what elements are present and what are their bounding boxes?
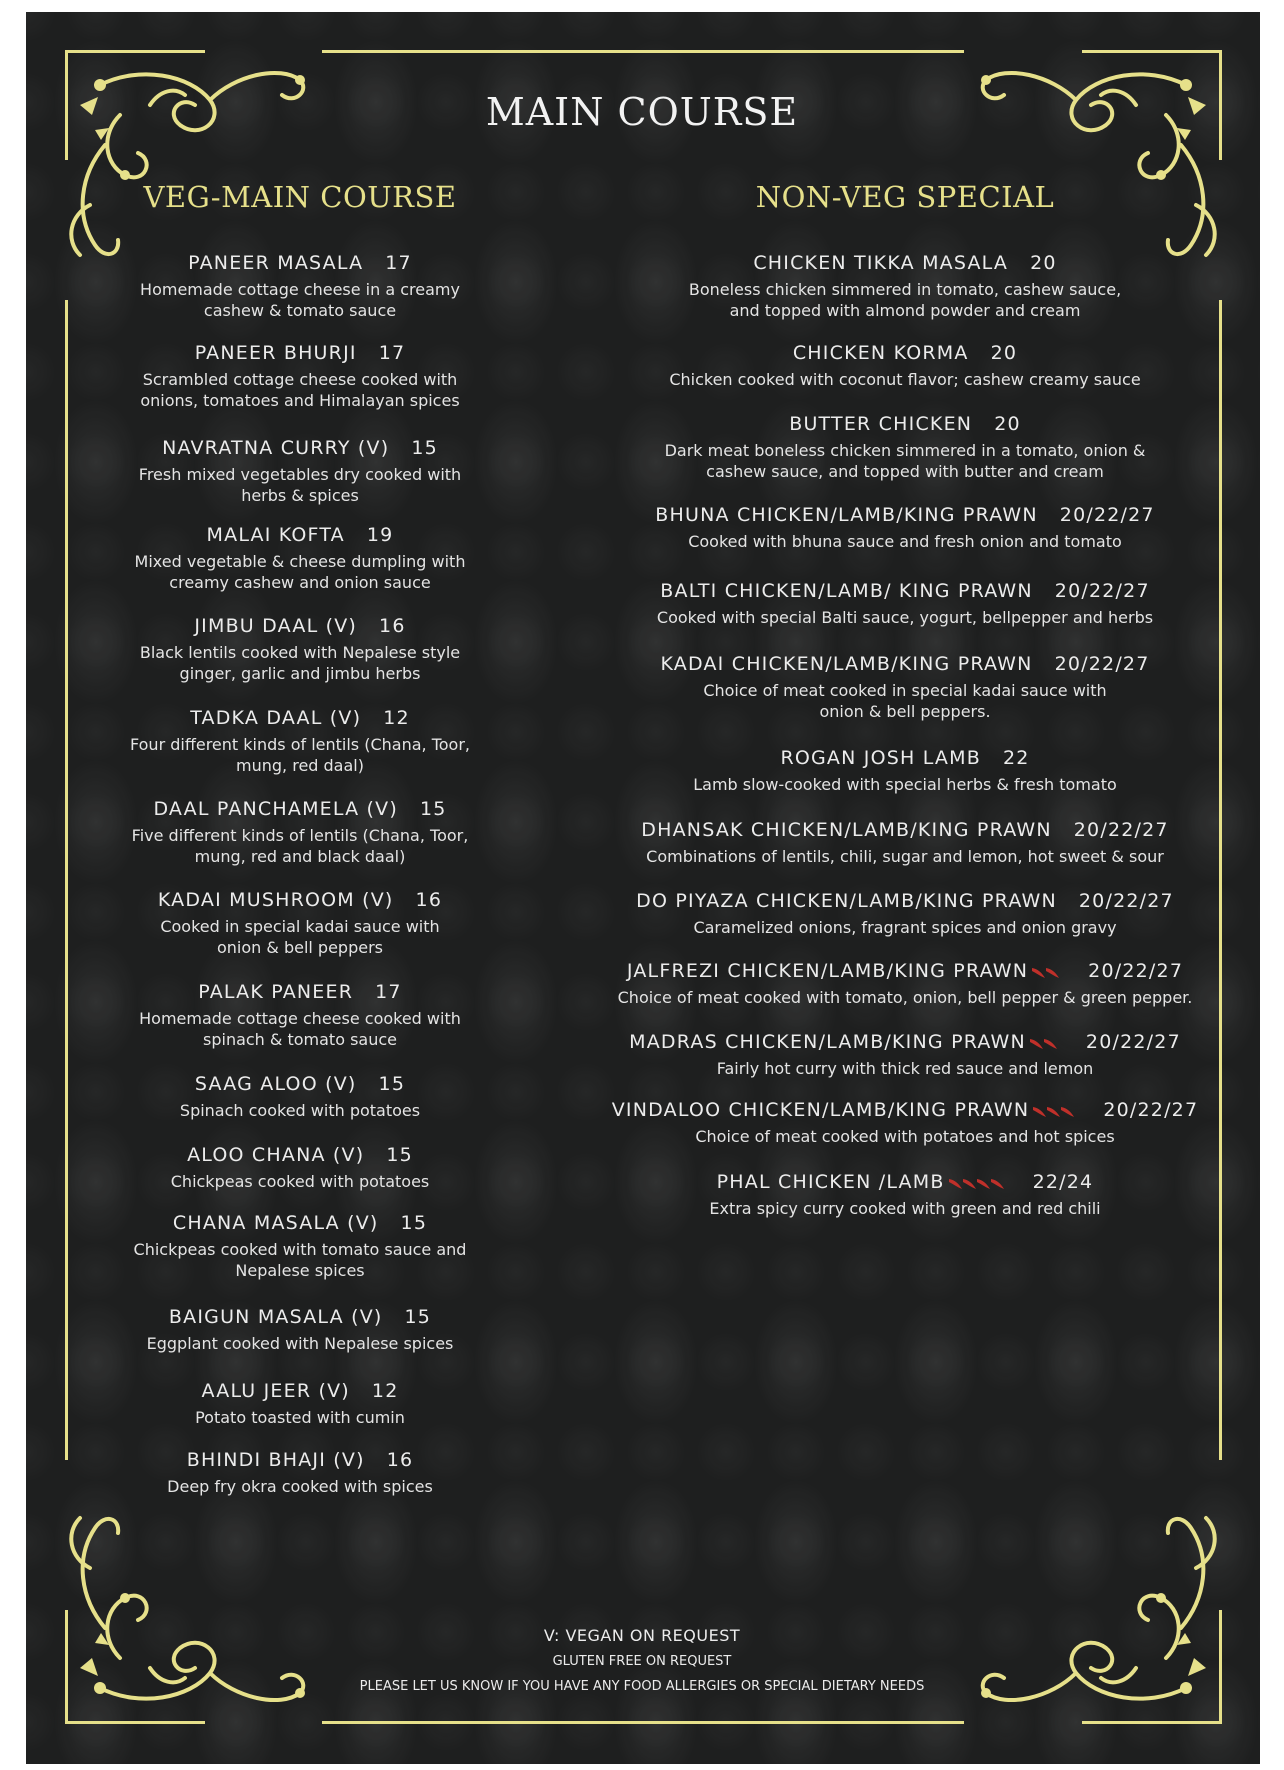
menu-item-name-line <box>590 580 1220 602</box>
menu-item-name: CHICKEN KORMA <box>792 342 969 364</box>
veg-menu-item <box>80 798 520 867</box>
menu-item-description <box>80 464 520 506</box>
menu-item-description-line: Chickpeas cooked with potatoes <box>170 1172 430 1191</box>
menu-item-price: 15 <box>400 1212 428 1234</box>
menu-item-description-line: ginger, garlic and jimbu herbs <box>179 664 421 683</box>
menu-item-description-line: Deep fry okra cooked with spices <box>167 1477 433 1496</box>
menu-item-name-line <box>80 1306 520 1328</box>
menu-item-description <box>590 680 1220 722</box>
menu-item-name: BHINDI BHAJI (V) <box>186 1449 365 1471</box>
frame-left-line <box>65 300 68 1460</box>
menu-item-name: MADRAS CHICKEN/LAMB/KING PRAWN <box>629 1031 1026 1053</box>
menu-item-description <box>80 734 520 776</box>
menu-item-description <box>80 279 520 321</box>
chili-icon <box>1028 1036 1064 1050</box>
menu-item-name-line <box>590 504 1220 526</box>
menu-item-description-line: Cooked in special kadai sauce with <box>160 917 440 936</box>
menu-item-name: BHUNA CHICKEN/LAMB/KING PRAWN <box>655 504 1038 526</box>
menu-item-price: 17 <box>385 252 412 274</box>
menu-item-description-line: Choice of meat cooked with tomato, onion, bell pepper & green pepper. <box>617 988 1193 1007</box>
chili-icon <box>1030 965 1066 979</box>
menu-item-description-line: Fresh mixed vegetables dry cooked with <box>138 465 462 484</box>
menu-item-description <box>80 916 520 958</box>
menu-item-description <box>80 825 520 867</box>
veg-menu-item <box>80 889 520 958</box>
chili-icon <box>947 1176 1011 1190</box>
menu-item-description-line: onion & bell peppers <box>217 938 383 957</box>
menu-item-price: 19 <box>366 524 394 546</box>
nonveg-menu-item <box>590 747 1220 795</box>
menu-item-name-line <box>590 1031 1220 1053</box>
menu-item-name-line <box>80 798 520 820</box>
menu-item-description-line: Boneless chicken simmered in tomato, cashew sauce, <box>688 280 1122 299</box>
veg-menu-item <box>80 615 520 684</box>
menu-item-name-line <box>590 653 1220 675</box>
menu-item-name: DO PIYAZA CHICKEN/LAMB/KING PRAWN <box>636 890 1057 912</box>
nonveg-menu-item <box>590 960 1220 1008</box>
menu-item-price: 22 <box>1002 747 1030 769</box>
menu-item-price: 15 <box>404 1306 432 1328</box>
menu-item-price: 20/22/27 <box>1078 890 1174 912</box>
footer-vegan-note: V: VEGAN ON REQUEST <box>543 1626 741 1645</box>
menu-item-description <box>590 1058 1220 1079</box>
menu-item-name: BALTI CHICKEN/LAMB/ KING PRAWN <box>660 580 1033 602</box>
menu-item-price: 15 <box>378 1073 406 1095</box>
veg-menu-item <box>80 437 520 506</box>
menu-item-name-line <box>80 252 520 274</box>
nonveg-menu-item <box>590 653 1220 722</box>
menu-item-price: 15 <box>419 798 447 820</box>
menu-item-name: PHAL CHICKEN /LAMB <box>716 1171 945 1193</box>
menu-item-name-line <box>80 1144 520 1166</box>
menu-item-description <box>80 551 520 593</box>
menu-item-description <box>590 369 1220 390</box>
menu-item-name-line <box>80 342 520 364</box>
menu-item-name: PANEER MASALA <box>188 252 364 274</box>
menu-item-name: BUTTER CHICKEN <box>789 413 973 435</box>
menu-item-name: CHICKEN TIKKA MASALA <box>753 252 1009 274</box>
menu-item-name: DHANSAK CHICKEN/LAMB/KING PRAWN <box>641 819 1052 841</box>
menu-item-name: MALAI KOFTA <box>206 524 345 546</box>
menu-item-description-line: mung, red and black daal) <box>194 847 406 866</box>
menu-item-description <box>80 1100 520 1121</box>
veg-menu-item <box>80 981 520 1050</box>
menu-item-name: KADAI MUSHROOM (V) <box>157 889 394 911</box>
veg-menu-item <box>80 1212 520 1281</box>
nonveg-menu-item <box>590 890 1220 938</box>
veg-menu-item <box>80 1449 520 1497</box>
menu-item-description <box>80 1239 520 1281</box>
page-title: MAIN COURSE <box>485 90 799 134</box>
menu-item-name: JIMBU DAAL (V) <box>194 615 358 637</box>
menu-item-price: 20/22/27 <box>1059 504 1155 526</box>
menu-item-description-line: Potato toasted with cumin <box>195 1408 405 1427</box>
nonveg-menu-item <box>590 252 1220 321</box>
menu-item-description-line: Dark meat boneless chicken simmered in a tomato, onion & <box>664 441 1146 460</box>
menu-item-price: 20 <box>994 413 1021 435</box>
menu-item-description-line: Choice of meat cooked in special kadai sauce with <box>703 681 1107 700</box>
menu-item-name: CHANA MASALA (V) <box>172 1212 379 1234</box>
menu-item-name-line <box>80 437 520 459</box>
menu-item-name-line <box>590 1171 1220 1193</box>
veg-menu-item <box>80 524 520 593</box>
menu-item-description-line: onion & bell peppers. <box>819 702 991 721</box>
menu-item-description <box>80 1333 520 1354</box>
menu-item-description-line: Homemade cottage cheese cooked with <box>139 1009 461 1028</box>
menu-item-description <box>80 1476 520 1497</box>
menu-item-description-line: herbs & spices <box>241 486 359 505</box>
menu-item-price: 15 <box>411 437 438 459</box>
menu-item-name: VINDALOO CHICKEN/LAMB/KING PRAWN <box>611 1099 1030 1121</box>
menu-item-description-line: Choice of meat cooked with potatoes and hot spices <box>695 1127 1115 1146</box>
menu-item-description-line: cashew & tomato sauce <box>203 301 397 320</box>
menu-item-price: 20 <box>990 342 1018 364</box>
menu-item-description <box>590 846 1220 867</box>
menu-item-description <box>80 1407 520 1428</box>
menu-item-description-line: Scrambled cottage cheese cooked with <box>142 370 458 389</box>
menu-item-name: TADKA DAAL (V) <box>190 707 362 729</box>
menu-item-description-line: Homemade cottage cheese in a creamy <box>140 280 460 299</box>
menu-item-description <box>590 1126 1220 1147</box>
menu-item-price: 16 <box>379 615 406 637</box>
menu-item-name-line <box>80 981 520 1003</box>
menu-item-price: 20/22/27 <box>1054 580 1150 602</box>
menu-item-description-line: Nepalese spices <box>235 1261 365 1280</box>
footer-gluten-note: GLUTEN FREE ON REQUEST <box>552 1654 732 1669</box>
nonveg-menu-item <box>590 819 1220 867</box>
menu-item-description-line: creamy cashew and onion sauce <box>169 573 431 592</box>
veg-menu-item <box>80 1073 520 1121</box>
menu-item-description-line: Fairly hot curry with thick red sauce and lemon <box>716 1059 1094 1078</box>
menu-item-description-line: spinach & tomato sauce <box>203 1030 397 1049</box>
menu-item-description-line: mung, red daal) <box>236 756 364 775</box>
nonveg-menu-item <box>590 413 1220 482</box>
menu-item-name: KADAI CHICKEN/LAMB/KING PRAWN <box>660 653 1033 675</box>
menu-item-description <box>590 279 1220 321</box>
menu-item-description <box>80 1171 520 1192</box>
veg-heading: VEG-MAIN COURSE <box>143 180 457 214</box>
menu-item-description-line: Spinach cooked with potatoes <box>179 1101 421 1120</box>
chili-icon <box>1031 1104 1081 1118</box>
menu-item-description-line: Eggplant cooked with Nepalese spices <box>146 1334 454 1353</box>
veg-menu-item <box>80 1380 520 1428</box>
menu-item-price: 16 <box>415 889 443 911</box>
veg-menu-item <box>80 1306 520 1354</box>
menu-item-description <box>80 1008 520 1050</box>
menu-item-name: NAVRATNA CURRY (V) <box>162 437 390 459</box>
menu-item-price: 17 <box>378 342 406 364</box>
menu-item-name-line <box>590 1099 1220 1121</box>
menu-item-name-line <box>80 1449 520 1471</box>
nonveg-menu-item <box>590 1099 1220 1147</box>
menu-item-description-line: Four different kinds of lentils (Chana, Toor, <box>130 735 470 754</box>
menu-item-name-line <box>80 707 520 729</box>
menu-item-description-line: Combinations of lentils, chili, sugar and lemon, hot sweet & sour <box>646 847 1164 866</box>
menu-item-description <box>80 369 520 411</box>
menu-item-name: BAIGUN MASALA (V) <box>168 1306 383 1328</box>
menu-item-name-line <box>80 889 520 911</box>
nonveg-menu-item <box>590 580 1220 628</box>
menu-item-price: 12 <box>371 1380 399 1402</box>
menu-item-name: PANEER BHURJI <box>194 342 357 364</box>
nonveg-heading: NON-VEG SPECIAL <box>755 180 1055 214</box>
nonveg-menu-item <box>590 1171 1220 1219</box>
menu-item-description <box>80 642 520 684</box>
menu-item-price: 20/22/27 <box>1103 1099 1199 1121</box>
menu-item-description <box>590 774 1220 795</box>
menu-item-name: PALAK PANEER <box>198 981 354 1003</box>
menu-item-price: 20/22/27 <box>1073 819 1169 841</box>
frame-top-line <box>322 50 964 53</box>
menu-item-name-line <box>80 1073 520 1095</box>
menu-item-name-line <box>590 413 1220 435</box>
corner-ornament-top-left <box>60 45 320 285</box>
menu-item-price: 20/22/27 <box>1088 960 1184 982</box>
menu-item-description-line: Black lentils cooked with Nepalese style <box>139 643 461 662</box>
menu-item-description-line: Mixed vegetable & cheese dumpling with <box>134 552 466 571</box>
menu-item-name: ROGAN JOSH LAMB <box>780 747 981 769</box>
frame-bottom-line <box>322 1721 964 1724</box>
menu-item-description-line: Chicken cooked with coconut flavor; cashew creamy sauce <box>669 370 1141 389</box>
menu-item-description-line: Cooked with bhuna sauce and fresh onion and tomato <box>688 532 1122 551</box>
veg-menu-item <box>80 1144 520 1192</box>
veg-menu-item <box>80 342 520 411</box>
footer-allergy-note: PLEASE LET US KNOW IF YOU HAVE ANY FOOD ALLERGIES OR SPECIAL DIETARY NEEDS <box>359 1679 925 1694</box>
menu-item-name: AALU JEER (V) <box>201 1380 350 1402</box>
nonveg-menu-item <box>590 1031 1220 1079</box>
menu-item-description <box>590 607 1220 628</box>
menu-item-name-line <box>590 747 1220 769</box>
menu-item-description-line: Extra spicy curry cooked with green and red chili <box>709 1199 1101 1218</box>
menu-item-name-line <box>590 960 1220 982</box>
menu-item-name-line <box>590 819 1220 841</box>
menu-item-description-line: Five different kinds of lentils (Chana, Toor, <box>131 826 469 845</box>
menu-item-description <box>590 987 1220 1008</box>
menu-item-price: 20/22/27 <box>1054 653 1150 675</box>
menu-item-name: JALFREZI CHICKEN/LAMB/KING PRAWN <box>626 960 1029 982</box>
menu-item-description-line: Lamb slow-cooked with special herbs & fresh tomato <box>693 775 1117 794</box>
menu-item-price: 20/22/27 <box>1085 1031 1181 1053</box>
menu-item-description <box>590 917 1220 938</box>
menu-item-price: 16 <box>386 1449 414 1471</box>
menu-item-description <box>590 1198 1220 1219</box>
menu-item-description-line: cashew sauce, and topped with butter and cream <box>706 462 1104 481</box>
menu-item-price: 17 <box>375 981 402 1003</box>
menu-item-description-line: onions, tomatoes and Himalayan spices <box>140 391 460 410</box>
menu-item-name-line <box>590 342 1220 364</box>
nonveg-menu-item <box>590 342 1220 390</box>
menu-item-name: ALOO CHANA (V) <box>187 1144 365 1166</box>
menu-item-name-line <box>80 615 520 637</box>
corner-ornament-top-right <box>966 45 1226 285</box>
menu-item-name-line <box>590 252 1220 274</box>
menu-item-name-line <box>80 1380 520 1402</box>
menu-item-price: 22/24 <box>1032 1171 1094 1193</box>
menu-item-name: SAAG ALOO (V) <box>194 1073 357 1095</box>
menu-item-description-line: Cooked with special Balti sauce, yogurt, bellpepper and herbs <box>656 608 1154 627</box>
nonveg-menu-item <box>590 504 1220 552</box>
veg-menu-item <box>80 252 520 321</box>
menu-item-price: 20 <box>1030 252 1057 274</box>
menu-item-description-line: Chickpeas cooked with tomato sauce and <box>133 1240 467 1259</box>
veg-menu-item <box>80 707 520 776</box>
menu-item-name-line <box>80 524 520 546</box>
menu-item-description-line: Caramelized onions, fragrant spices and onion gravy <box>693 918 1117 937</box>
menu-item-description <box>590 531 1220 552</box>
menu-item-name-line <box>80 1212 520 1234</box>
menu-item-name: DAAL PANCHAMELA (V) <box>153 798 398 820</box>
menu-item-price: 15 <box>386 1144 413 1166</box>
menu-item-description <box>590 440 1220 482</box>
menu-item-description-line: and topped with almond powder and cream <box>729 301 1081 320</box>
menu-item-name-line <box>590 890 1220 912</box>
menu-item-price: 12 <box>383 707 410 729</box>
